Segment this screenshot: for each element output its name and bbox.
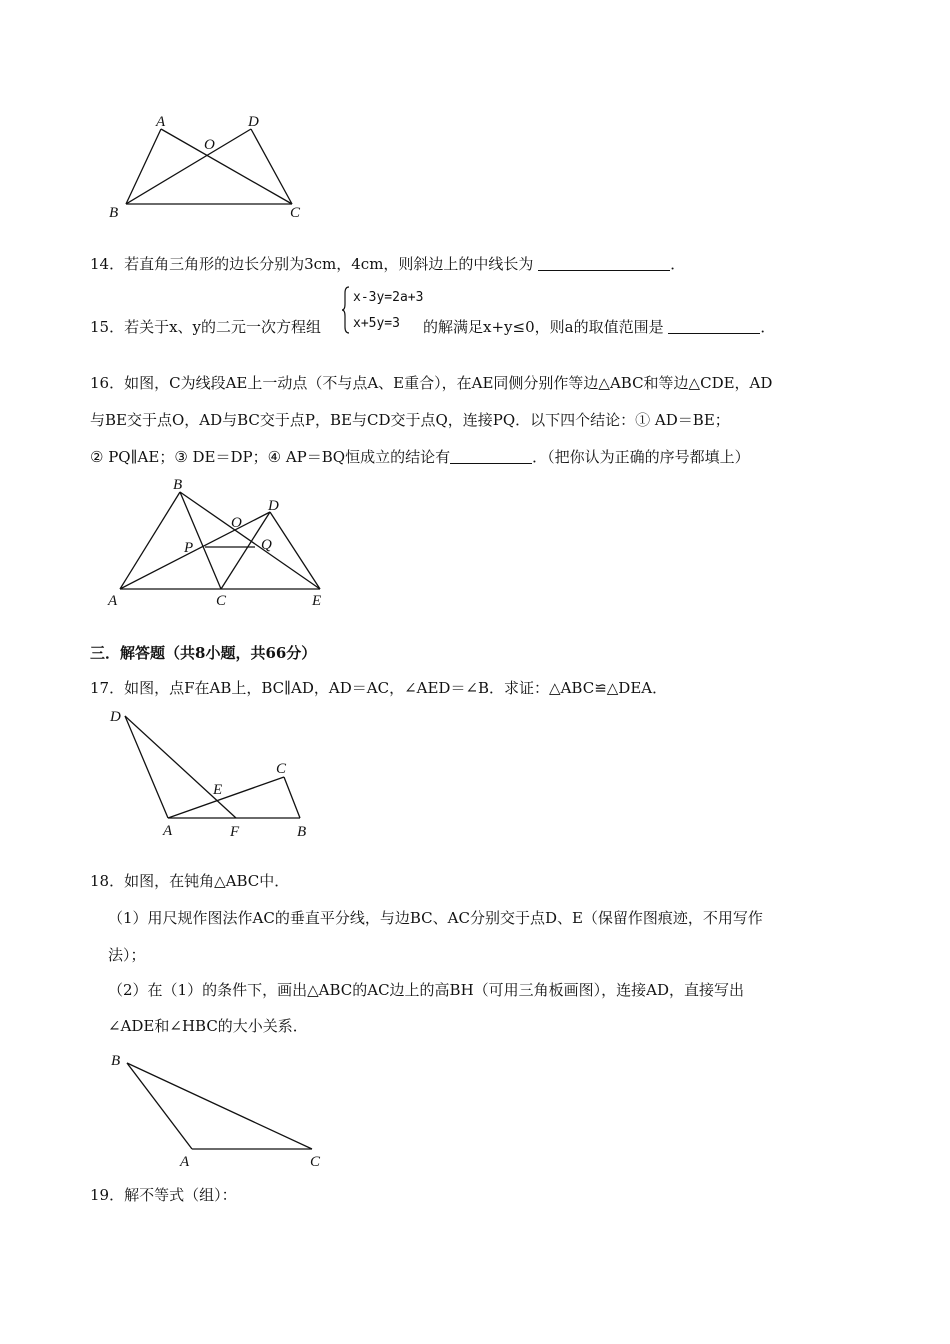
segment-df — [125, 716, 236, 818]
q16-line-1: 16．如图，C为线段AE上一动点（不与点A、E重合），在AE同侧分别作等边△ABC和等边△CDE，AD — [90, 374, 773, 392]
q16-line-3b: ．（把你认为正确的序号都填上） — [532, 448, 750, 466]
label-c: C — [276, 761, 287, 777]
q16-line-3a: ② PQ∥AE；③ DE＝DP；④ AP＝BQ恒成立的结论有 — [90, 448, 451, 466]
q18-line-5: ∠ADE和∠HBC的大小关系． — [108, 1017, 308, 1035]
q15-number: 15． — [90, 318, 125, 336]
figure-q17 — [100, 703, 320, 843]
equation-2: x+5y=3 — [353, 316, 400, 331]
question-14 — [90, 253, 685, 275]
equation-1: x-3y=2a+3 — [353, 290, 424, 305]
q15-text-a: 若关于x、y的二元一次方程组 — [124, 318, 322, 336]
label-p: P — [184, 540, 194, 556]
q15-end: ． — [760, 318, 776, 336]
q14-end: ． — [670, 255, 686, 273]
label-b: B — [173, 477, 183, 493]
segment-ad — [120, 512, 270, 589]
q16-line-2: 与BE交于点O，AD与BC交于点P，BE与CD交于点Q，连接PQ．以下四个结论：① AD＝BE； — [90, 411, 730, 429]
label-a: A — [163, 823, 173, 839]
label-o: O — [204, 137, 215, 153]
figure-equilateral-triangles — [100, 475, 340, 615]
q18-line-1: 18．如图，在钝角△ABC中． — [90, 872, 290, 890]
q14-answer-blank[interactable] — [538, 254, 670, 271]
segment-de — [270, 512, 320, 589]
label-a: A — [156, 114, 166, 130]
label-e: E — [213, 782, 223, 798]
label-q: Q — [261, 537, 272, 553]
q18-line-2: （1）用尺规作图法作AC的垂直平分线，与边BC、AC分别交于点D、E（保留作图痕迹，不用写作 — [108, 909, 763, 927]
q16-line-3 — [90, 446, 750, 468]
segment-ab — [120, 492, 180, 589]
question-17: 17．如图，点F在AB上，BC∥AD，AD＝AC，∠AED＝∠B．求证：△ABC≌△DEA． — [90, 679, 668, 697]
label-d: D — [248, 114, 259, 130]
q16-answer-blank[interactable] — [450, 447, 532, 464]
segment-db — [126, 129, 251, 204]
segment-ac — [161, 129, 292, 204]
question-19: 19．解不等式（组）： — [90, 1186, 237, 1204]
label-d: D — [268, 498, 279, 514]
label-c: C — [290, 205, 301, 221]
segment-ac — [168, 777, 284, 818]
q14-number: 14． — [90, 255, 125, 273]
label-b: B — [109, 205, 119, 221]
segment-cb — [284, 777, 300, 818]
label-o: O — [231, 515, 242, 531]
q15-answer-blank[interactable] — [668, 317, 760, 334]
label-c: C — [310, 1154, 321, 1170]
label-f: F — [230, 824, 240, 840]
figure-crossing-triangles — [100, 105, 320, 230]
label-b: B — [111, 1053, 121, 1069]
label-c: C — [216, 593, 227, 609]
label-a: A — [108, 593, 118, 609]
section-3-heading: 三．解答题（共8小题，共66分） — [90, 644, 317, 662]
q18-line-3: 法）； — [108, 946, 146, 964]
figure-obtuse-triangle — [100, 1045, 340, 1170]
segment-ba — [127, 1063, 192, 1149]
label-a: A — [180, 1154, 190, 1170]
label-b: B — [297, 824, 307, 840]
segment-bc — [127, 1063, 312, 1149]
segment-da — [125, 716, 168, 818]
question-15 — [90, 316, 775, 338]
q15-text-b: 的解满足x+y≤0，则a的取值范围是 — [423, 318, 664, 336]
q14-text: 若直角三角形的边长分别为3cm，4cm，则斜边上的中线长为 — [124, 255, 534, 273]
label-d: D — [110, 709, 121, 725]
q18-line-4: （2）在（1）的条件下，画出△ABC的AC边上的高BH（可用三角板画图），连接AD，直接写出 — [108, 981, 745, 999]
label-e: E — [312, 593, 322, 609]
